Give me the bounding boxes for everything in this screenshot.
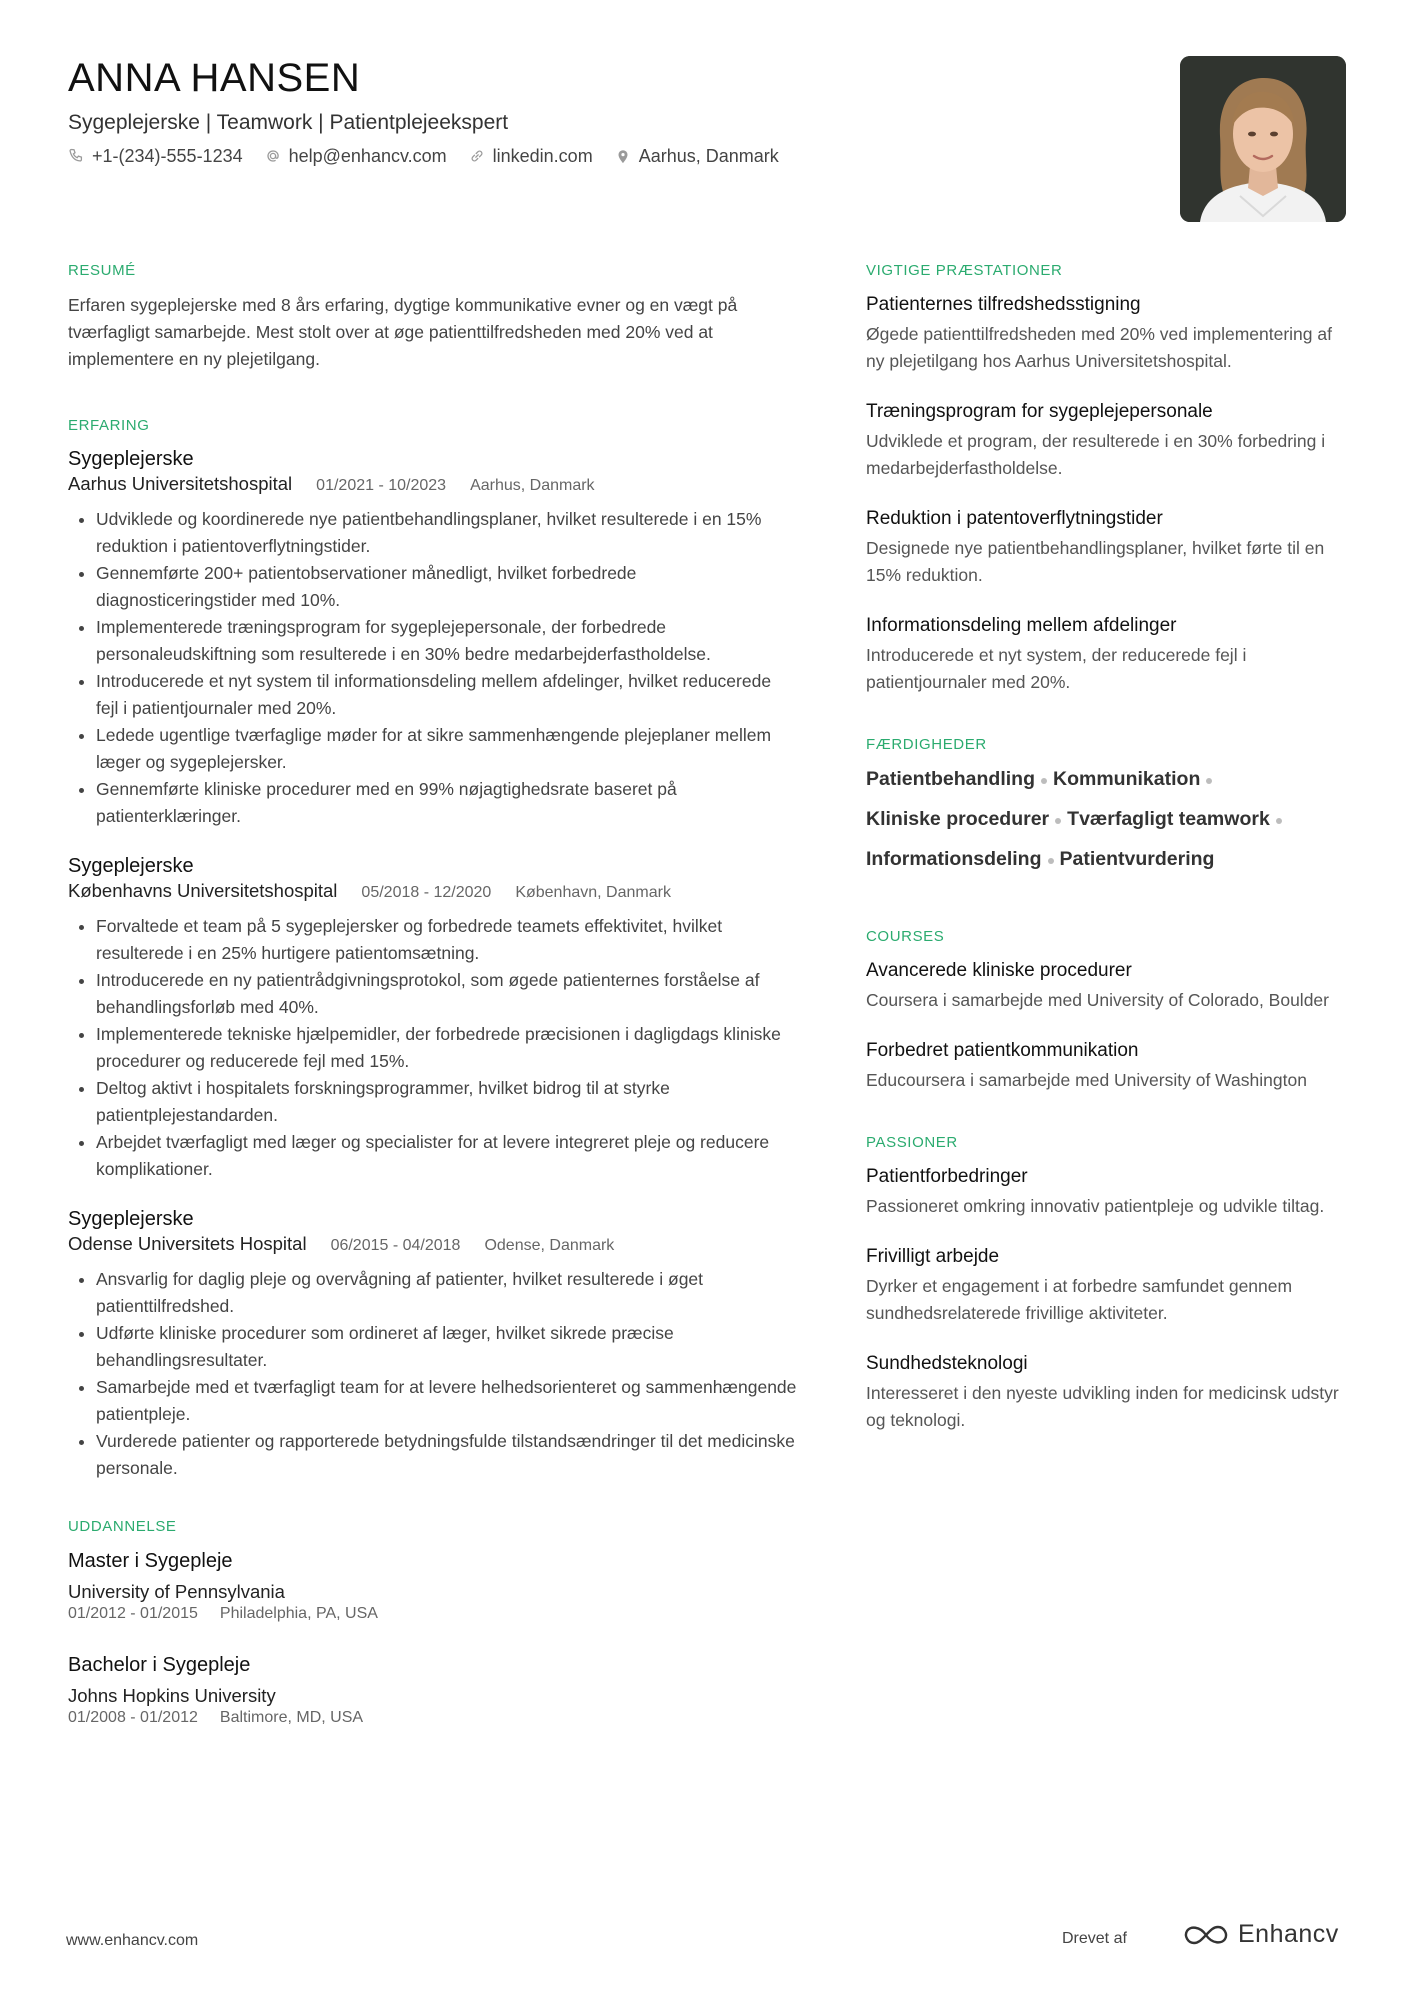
job-bullets	[68, 1266, 798, 1482]
education-location: Philadelphia, PA, USA	[219, 1605, 378, 1622]
achievement-item	[866, 292, 1346, 375]
job-meta	[68, 472, 798, 498]
job-bullet: • Ledede ugentlige tværfaglige møder for at sikre sammenhængende plejeplaner mellem læger og sygeplejersker.	[96, 722, 798, 776]
portrait-illustration	[1180, 56, 1346, 222]
passion-title: Patientforbedringer	[866, 1166, 1028, 1187]
skill-item: Tværfagligt teamwork	[1067, 808, 1270, 830]
footer-powered-by: Drevet af	[1062, 1930, 1127, 1947]
education-dates: 01/2008 - 01/2012	[68, 1709, 198, 1726]
job-bullet: • Samarbejde med et tværfagligt team for at levere helhedsorienteret og sammenhængende patientpleje.	[96, 1374, 798, 1428]
summary-text: Erfaren sygeplejerske med 8 års erfaring, dygtige kommunikative evner og en vægt på tværfagligt samarbejde. Mest stolt over at øge patienttilfredsheden med 20% ved at implementere en ny plejetilgang.	[68, 295, 738, 369]
candidate-name: ANNA HANSEN	[68, 56, 361, 100]
education-entry	[68, 1548, 798, 1624]
job-bullet: • Vurderede patienter og rapporterede betydningsfulde tilstandsændringer til det medicinske personale.	[96, 1428, 798, 1482]
contact-linkedin-text: linkedin.com	[492, 146, 593, 166]
link-icon	[469, 148, 485, 164]
job-title: Sygeplejerske	[68, 448, 194, 470]
skill-item: Patientvurdering	[1059, 848, 1215, 870]
at-icon	[265, 148, 281, 164]
passion-desc: Passioneret omkring innovativ patientpleje og udvikle tiltag.	[866, 1196, 1325, 1216]
job-entry	[68, 447, 798, 830]
job-bullet: • Gennemførte 200+ patientobservationer månedligt, hvilket forbedrede diagnosticeringstider med 10%.	[96, 560, 798, 614]
passion-item	[866, 1351, 1346, 1434]
job-company: Københavns Universitetshospital	[68, 880, 338, 901]
passions-section	[866, 1134, 1346, 1434]
separator-dot	[1206, 778, 1212, 784]
achievement-title: Patienternes tilfredshedsstigning	[866, 294, 1141, 315]
skill-group	[866, 846, 1346, 872]
education-title: UDDANNELSE	[68, 1518, 177, 1535]
summary-section	[68, 262, 798, 373]
achievement-title: Informationsdeling mellem afdelinger	[866, 615, 1177, 636]
achievement-item	[866, 399, 1346, 482]
contact-linkedin[interactable]	[469, 144, 593, 168]
phone-icon	[68, 148, 84, 164]
job-title: Sygeplejerske	[68, 1208, 194, 1230]
contact-email-text: help@enhancv.com	[288, 146, 447, 166]
education-school: University of Pennsylvania	[68, 1581, 285, 1602]
skill-item: Kliniske procedurer	[866, 808, 1050, 830]
course-title: Avancerede kliniske procedurer	[866, 960, 1132, 981]
job-dates: 06/2015 - 04/2018	[330, 1237, 461, 1254]
footer-website-link[interactable]: www.enhancv.com	[66, 1932, 199, 1949]
job-title: Sygeplejerske	[68, 855, 194, 877]
skills-list	[866, 766, 1346, 872]
job-meta	[68, 1232, 798, 1258]
job-bullet: • Forvaltede et team på 5 sygeplejersker og forbedrede teamets effektivitet, hvilket resulterede i en 25% hurtigere patientomsætning.	[96, 913, 798, 967]
course-item	[866, 1038, 1346, 1094]
job-bullet: • Introducerede et nyt system til informationsdeling mellem afdelinger, hvilket reducerede fejl i patientjournaler med 20%.	[96, 668, 798, 722]
achievement-desc: Designede nye patientbehandlingsplaner, hvilket førte til en 15% reduktion.	[866, 538, 1325, 585]
passion-title: Frivilligt arbejde	[866, 1246, 1000, 1267]
course-title: Forbedret patientkommunikation	[866, 1040, 1139, 1061]
courses-title: COURSES	[866, 928, 945, 945]
job-dates: 05/2018 - 12/2020	[361, 884, 492, 901]
passion-desc: Dyrker et engagement i at forbedre samfundet gennem sundhedsrelaterede frivillige aktiviteter.	[866, 1276, 1293, 1323]
job-bullet: • Udførte kliniske procedurer som ordineret af læger, hvilket sikrede præcise behandlingsresultater.	[96, 1320, 798, 1374]
job-bullet: • Udviklede og koordinerede nye patientbehandlingsplaner, hvilket resulterede i en 15% reduktion i patientoverflytningstider.	[96, 506, 798, 560]
pin-icon	[615, 148, 631, 164]
passion-item	[866, 1164, 1346, 1220]
education-meta	[68, 1604, 798, 1624]
education-degree: Bachelor i Sygepleje	[68, 1654, 251, 1676]
achievements-title: VIGTIGE PRÆSTATIONER	[866, 262, 1063, 279]
job-dates: 01/2021 - 10/2023	[316, 477, 447, 494]
job-bullet: • Gennemførte kliniske procedurer med en 99% nøjagtighedsrate baseret på patienterklæringer.	[96, 776, 798, 830]
job-location: Aarhus, Danmark	[470, 477, 595, 494]
achievement-item	[866, 613, 1346, 696]
education-section	[68, 1518, 798, 1728]
achievement-title: Træningsprogram for sygeplejepersonale	[866, 401, 1213, 422]
right-column	[866, 262, 1346, 1478]
separator-dot	[1055, 818, 1061, 824]
passion-item	[866, 1244, 1346, 1327]
contact-row	[68, 144, 1148, 168]
skill-group	[866, 766, 1218, 792]
education-school: Johns Hopkins University	[68, 1685, 276, 1706]
profile-photo	[1180, 56, 1346, 222]
education-degree: Master i Sygepleje	[68, 1550, 233, 1572]
education-meta	[68, 1708, 798, 1728]
achievement-desc: Introducerede et nyt system, der reducerede fejl i patientjournaler med 20%.	[866, 645, 1247, 692]
passion-title: Sundhedsteknologi	[866, 1353, 1028, 1374]
separator-dot	[1276, 818, 1282, 824]
job-company: Odense Universitets Hospital	[68, 1233, 307, 1254]
job-bullets	[68, 913, 798, 1183]
enhancv-logo[interactable]	[1182, 1920, 1339, 1949]
job-bullet: • Introducerede en ny patientrådgivningsprotokol, som øgede patienternes forståelse af behandlingsforløb med 40%.	[96, 967, 798, 1021]
passion-desc: Interesseret i den nyeste udvikling inden for medicinsk udstyr og teknologi.	[866, 1383, 1339, 1430]
contact-email[interactable]	[265, 144, 447, 168]
left-column	[68, 262, 798, 1772]
job-company: Aarhus Universitetshospital	[68, 473, 293, 494]
achievement-title: Reduktion i patentoverflytningstider	[866, 508, 1163, 529]
enhancv-logo-icon	[1182, 1922, 1230, 1948]
education-entry	[68, 1652, 798, 1728]
contact-phone[interactable]	[68, 144, 243, 168]
contact-location-text: Aarhus, Danmark	[638, 146, 779, 166]
course-desc: Coursera i samarbejde med University of Colorado, Boulder	[866, 990, 1329, 1010]
achievement-item	[866, 506, 1346, 589]
summary-title: RESUMÉ	[68, 262, 136, 279]
job-bullet: • Ansvarlig for daglig pleje og overvågning af patienter, hvilket resulterede i øget patienttilfredshed.	[96, 1266, 798, 1320]
enhancv-logo-text: Enhancv	[1238, 1920, 1339, 1948]
job-bullet: • Deltog aktivt i hospitalets forskningsprogrammer, hvilket bidrog til at styrke patientplejestandarden.	[96, 1075, 798, 1129]
job-bullet: • Implementerede træningsprogram for sygeplejepersonale, der forbedrede personaleudskiftning som resulterede i en 30% bedre medarbejderfastholdelse.	[96, 614, 798, 668]
job-bullet: • Arbejdet tværfagligt med læger og specialister for at levere integreret pleje og reducere komplikationer.	[96, 1129, 798, 1183]
skills-section	[866, 736, 1346, 872]
passions-title: PASSIONER	[866, 1134, 958, 1151]
skill-group	[866, 806, 1346, 832]
experience-section	[68, 417, 798, 1482]
candidate-tagline: Sygeplejerske | Teamwork | Patientplejeekspert	[68, 111, 509, 134]
separator-dot	[1041, 778, 1047, 784]
job-bullets	[68, 506, 798, 830]
job-bullet: • Implementerede tekniske hjælpemidler, der forbedrede præcisionen i dagligdags kliniske procedurer og reducerede fejl med 15%.	[96, 1021, 798, 1075]
separator-dot	[1048, 858, 1054, 864]
contact-phone-text: +1-(234)-555-1234	[92, 146, 243, 166]
skill-item: Patientbehandling	[866, 768, 1036, 790]
achievements-section	[866, 262, 1346, 696]
job-entry	[68, 854, 798, 1183]
education-dates: 01/2012 - 01/2015	[68, 1605, 198, 1622]
experience-title: ERFARING	[68, 417, 150, 434]
resume-header	[68, 54, 1148, 168]
job-location: København, Danmark	[515, 884, 671, 901]
achievement-desc: Udviklede et program, der resulterede i en 30% forbedring i medarbejderfastholdelse.	[866, 431, 1326, 478]
courses-section	[866, 928, 1346, 1094]
course-desc: Educoursera i samarbejde med University of Washington	[866, 1070, 1307, 1090]
contact-location	[615, 144, 779, 168]
achievement-desc: Øgede patienttilfredsheden med 20% ved implementering af ny plejetilgang hos Aarhus Universitetshospital.	[866, 324, 1332, 371]
education-location: Baltimore, MD, USA	[219, 1709, 364, 1726]
skill-item: Informationsdeling	[866, 848, 1042, 870]
course-item	[866, 958, 1346, 1014]
job-location: Odense, Danmark	[484, 1237, 615, 1254]
skills-title: FÆRDIGHEDER	[866, 736, 987, 753]
job-meta	[68, 879, 798, 905]
skill-item: Kommunikation	[1053, 768, 1201, 790]
job-entry	[68, 1207, 798, 1482]
